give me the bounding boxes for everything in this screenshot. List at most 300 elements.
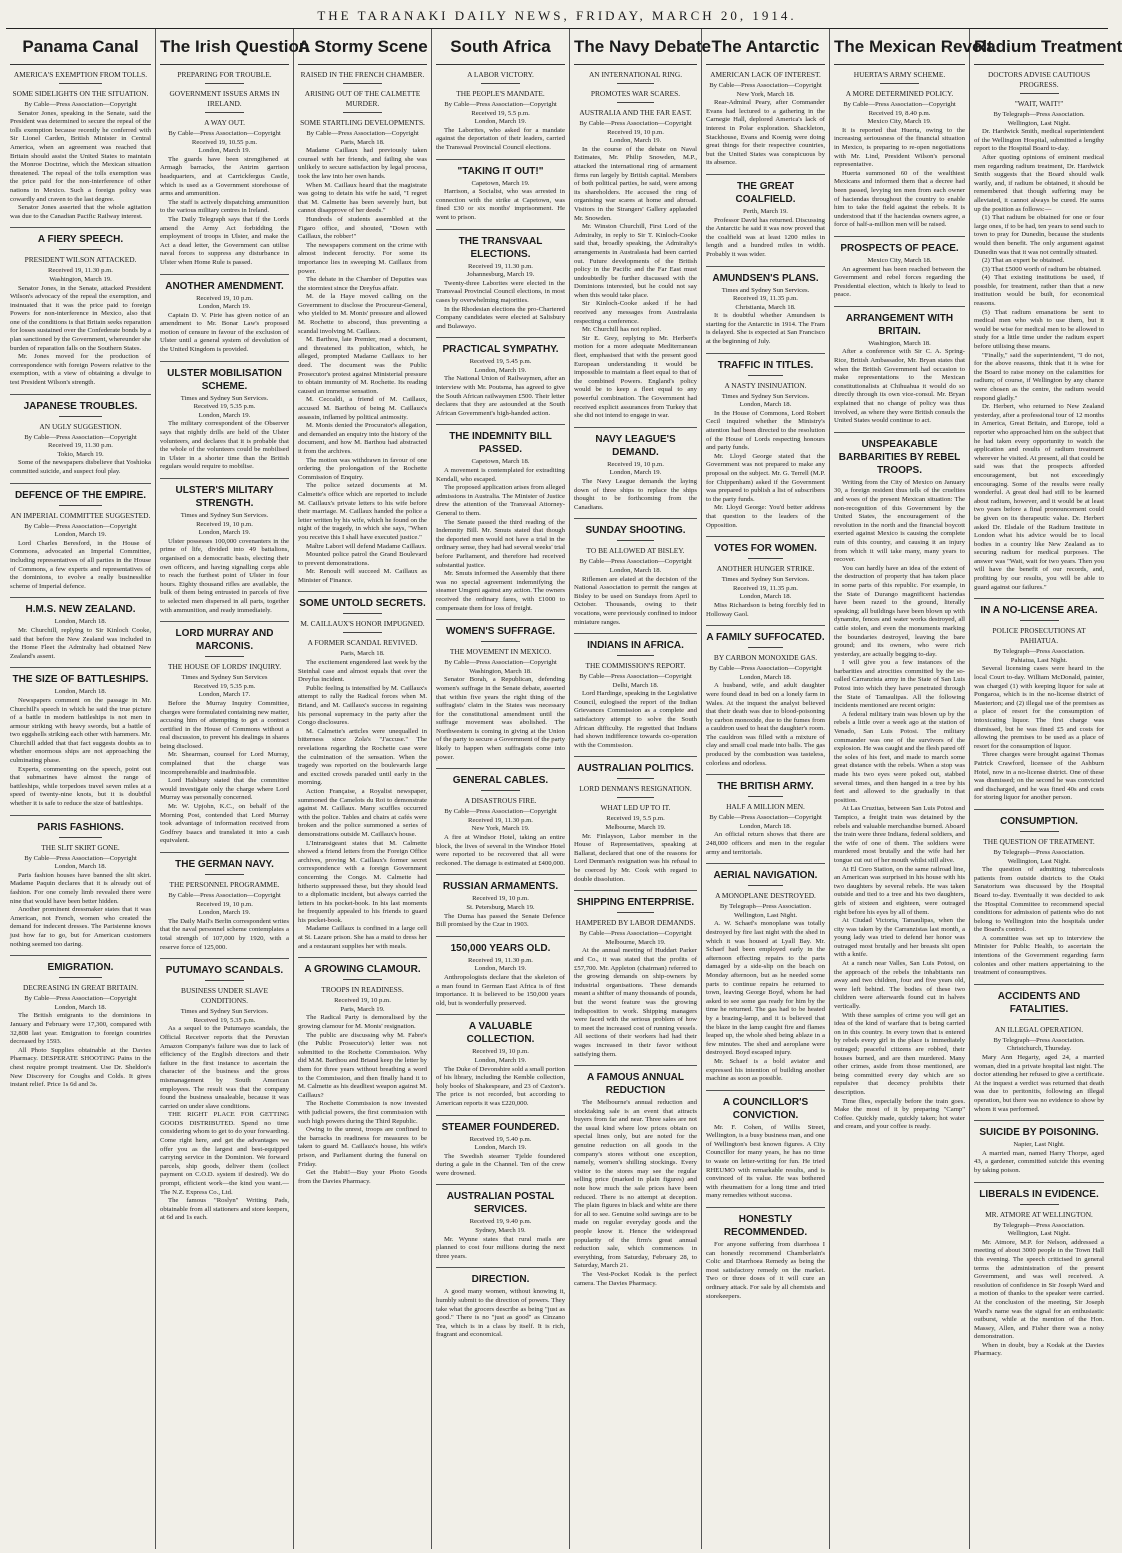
article-subhead: PROSPECTS OF PEACE. <box>834 236 965 255</box>
article <box>10 483 151 592</box>
dateline: By Cable—Press Association—Copyright <box>24 995 137 1003</box>
article-subhead: AUSTRALIAN POSTAL SERVICES. <box>436 1184 565 1216</box>
article <box>10 227 151 387</box>
article-subhead: IN A NO-LICENSE AREA. <box>974 598 1104 617</box>
article-subhead: THE BRITISH ARMY. <box>706 774 825 793</box>
article-paragraph: Huerta summoned 60 of the wealthiest Mexicans and informed them that a decree had been passed, levying ten men from each owner of haciendas throughout the country to enable him to take the field against the rebels. It is understood that if the haciendas owners agree, a force of half-a-million men will be raised. <box>834 169 965 229</box>
dateline: Received 19, 5.40 p.m. <box>469 1135 532 1143</box>
article-paragraph: The guards have been strengthened at Armagh barracks, the Antrim garrison headquarters, and at Carrickfergus Castle, which is used as a Government storehouse of arms and ammunition. <box>160 155 289 198</box>
article-paragraph: A. W. Schaef's monoplane was totally destroyed by fire last night with the shed in which it was housed at Lyall Bay. Mr. Schaef had been employed early in the afternoon effecting repairs to the parts damaged by a side-slip on the beach on Monday afternoon, but as he needed some parts to continue repairs he returned to town, leaving George Boyd, whom he had asked to see some gas ready for him by the time he returned. The gas had to be heated by a brazing-lamp, and it is believed that the blaze in the lamp caught fire and flames leaped up, the whole shed being ablaze in a few minutes. The shed and aeroplane were destroyed. Boyd escaped injury. <box>706 920 825 1057</box>
dateline: By Cable—Press Association—Copyright <box>579 673 692 681</box>
article-subhead: M. CAILLAUX'S HONOR IMPUGNED. <box>300 619 425 629</box>
dateline: By Telegraph—Press Association. <box>719 903 812 911</box>
dateline: London, March 19. <box>198 909 251 917</box>
article-paragraph: When M. Caillaux heard that the magistrate was going to detain his wife he said, "I regret that M. Calmette has been severely hurt, but cannot disapprove of her deeds." <box>298 181 427 215</box>
article-paragraph: At the annual meeting of Huddart Parker and Co., it was stated that the profits of £57,700. Mr. Appleton (chairman) referred to the growing demands on ship-owners by industrial organisations. These demands meant a shifter of many thousands of pounds, but the worst feature was the growing indisposition to work. Shipping managers were faced with the serious problem of how to meet the increased cost of running vessels. All sections of their workers had had their wages increased in their favor without satisfying them. <box>574 947 697 1058</box>
dateline: Received 19, 5.5 p.m. <box>606 815 665 823</box>
article-paragraph: The Navy League demands the laying down of three ships to replace the ships thought to be forthcoming from the Canadians. <box>574 477 697 511</box>
article <box>834 236 965 300</box>
article <box>974 1120 1104 1175</box>
article-paragraph: A good many women, without knowing it, humbly submit to the direction of powers. They take what the grocers describe as being "just as good." There is no "just as good" as Cinzano Tea, which is in a class by itself. It is rich, fragrant and economical. <box>436 1288 565 1339</box>
article-paragraph: At El Coro Station, on the same railroad line, an American was surprised in his house with his two daughters by several rebels. He was taken outside and tied to a tree and his two daughters, girls of sixteen and eighteen, were outraged right before his eyes by all of them. <box>834 865 965 916</box>
dateline: London, March 18. <box>609 566 662 574</box>
article-paragraph: The excitement engendered last week by the Steinhal case and almost equals that over the Dreyfus incident. <box>298 659 427 684</box>
column <box>570 29 711 1549</box>
article-subhead: SOME STARTLING DEVELOPMENTS. <box>300 118 425 127</box>
article-paragraph: As a sequel to the Putumayo scandals, the Official Receiver reports that the Peruvian Amazon Company's failure was due to lack of efficiency of the English directors and their failure in the first instance to ascertain the character of the business and the gross mismanagement by South American employees. The result was that the company found the business unsaleable, because it was carried on under slave conditions. <box>160 1025 289 1110</box>
article <box>160 621 289 846</box>
article-paragraph: A husband, wife, and adult daughter were found dead in bed on a lonely farm in Wales. At the inquest the analyst believed that their death was due to blood-poisoning by carbon monoxide, due to the fumes from a cauldron used to heat the daughter's room. The cauldron was filled with a mixture of clay and small coal made into balls. The gas produced by the combustion was tasteless, colorless and odorless. <box>706 682 825 767</box>
article-subhead: "TAKING IT OUT!" <box>436 159 565 178</box>
article-paragraph: After a conference with Sir C. A. Spring-Rice, British Ambassador, Mr. Bryan states that when the British Government had occasion to make representations to the Mexican constitutionalists at Chihuahua it would do so directly through its own vice-consul. Mr. Bryan explained that no change of policy was thus involved, as where they were British consuls the United States would continue to act. <box>834 348 965 425</box>
divider-rule <box>205 83 244 84</box>
article-subhead: THE PEOPLE'S MANDATE. <box>456 89 545 98</box>
divider-rule <box>880 83 919 84</box>
article-paragraph: At a ranch near Valles, San Luis Potosi, on the approach of the rebels the inhabitants ran away and two children, four and five years old, were left behind. The bodies of these two children were afterwards found cut in halves vertically. <box>834 960 965 1011</box>
divider-rule <box>59 83 101 84</box>
dateline: Melbourne, March 19. <box>605 938 666 946</box>
article-subhead: NAVY LEAGUE'S DEMAND. <box>574 427 697 459</box>
dateline: London, March 19. <box>474 366 527 374</box>
dateline: London, March 19. <box>474 965 527 973</box>
dateline: Paris, March 19. <box>340 1005 385 1013</box>
article-subhead: A MONOPLANE DESTROYED. <box>715 891 816 901</box>
article-paragraph: Ulster possesses 100,000 covenanters in the prime of life, divided into 49 battalions, organised on a democratic basis, electing their own officers, and having signalling corps able to reach the furthest point of Ulster in four hours. Eighty thousand rifles are available, the bulk of them being entrusted in parcels of five to selected men dispersed in all parts, together with ammunition, and ready immediately. <box>160 537 289 614</box>
article-paragraph: Owing to the unrest, troops are confined to the barracks in readiness for measures to be taken to guard M. Caillaux's house, his wife's prison, and Parliament during the funeral on Friday. <box>298 1126 427 1168</box>
article-paragraph: An agreement has been reached between the Government and rebel forces regarding the Presidential election, which is likely to lead to peace. <box>834 265 965 299</box>
dateline: Received 19, 11.30 p.m. <box>468 262 533 270</box>
dateline: Received 19, 11.30 p.m. <box>468 816 533 824</box>
article <box>160 274 289 355</box>
dateline: By Cable—Press Association—Copyright <box>579 558 692 566</box>
divider-rule <box>1020 1204 1059 1205</box>
dateline: Christchurch, Thursday. <box>1006 1045 1072 1053</box>
column-heading: The Irish Question <box>160 33 289 65</box>
dateline: London, March 19. <box>198 303 251 311</box>
article-subhead: RUSSIAN ARMAMENTS. <box>436 874 565 893</box>
article-subhead: AN UGLY SUGGESTION. <box>39 421 122 431</box>
article-paragraph: Mr. F. Cohen, of Willis Street, Wellington, is a busy business man, and one of Wellington's best known figures. A City Councillor for many years, he has no time to waste on letter-writing for fun. He tried RHEUMO with remarkable results, and is convinced of its value. He was bothered with rheumatism for a long time and tried many remedies without success. <box>706 1123 825 1200</box>
article <box>974 70 1104 592</box>
article-paragraph: The police seized documents at M. Calmette's office which are reported to include M. Caillaux's private letters to his wife before their marriage. M. Caillaux handed the police a letter written by his wife, which he found on the night of the tragedy, in which she says, "When you receive this I shall have executed justice." <box>298 482 427 541</box>
article <box>436 337 565 418</box>
dateline: London, March 19. <box>474 1144 527 1152</box>
article-paragraph: Mr. Wynne states that rural mails are planned to cost four millions during the next three years. <box>436 1235 565 1260</box>
article-paragraph: M. Monis denied the Procurator's allegation, and demanded an enquiry into the history of the document, and how M. Barthou had abstracted it from the archives. <box>298 422 427 455</box>
article-paragraph: Newspapers comment on the passage in Mr. Churchill's speech in which he said the true picture of a battle in modern battleships is not men in armour striking with heavy swords, but a battle of two eggshells striking each other with hammers. Mr. Churchill added that that fact suggests doubts as to whether enormous ships are not approaching the culminating phase. <box>10 696 151 765</box>
dateline: By Telegraph—Press Association. <box>993 848 1085 856</box>
article-paragraph: It is doubtful whether Amundsen is starting for the Antarctic in 1914. The Fram is delayed. She is expected at San Francisco at the beginning of July. <box>706 312 825 346</box>
article-paragraph: Anthropologists declare that the skeleton of a man found in German East Africa is of first importance. It is believed to be 150,000 years old, but is wonderfully preserved. <box>436 973 565 1007</box>
article-paragraph: Maître Labori will defend Madame Caillaux. <box>306 542 427 550</box>
divider-rule <box>1020 1019 1059 1020</box>
article-subhead: PARIS FASHIONS. <box>10 815 151 834</box>
article <box>436 936 565 1009</box>
article-paragraph: Twenty-three Laborites were elected in the Transvaal Provincial Council elections, in most cases by overwhelming majorities. <box>436 279 565 304</box>
article-paragraph: The motion was withdrawn in favour of one ordering the prolongation of the Rochette Commission of Enquiry. <box>298 456 427 481</box>
article <box>834 70 965 230</box>
article-paragraph: (2) That an expert be obtained. <box>982 257 1065 265</box>
article-paragraph: The question of admitting tuberculosis patients from outside districts to the Otaki Sanatorium was discussed by the Hospital Board to-day. Eventually it was decided to ask the Hospital Committee to recommend special conditions for admission of patients who do not belong to Wellington into the hospitals under the Board's control. <box>974 866 1104 934</box>
divider-rule <box>617 83 654 84</box>
article-subhead: SOME UNTOLD SECRETS. <box>298 591 427 610</box>
article-paragraph: The proposed application arises from alleged admissions in Australia. The Minister of Justice drew the attention of the Transvaal Attorney-General to them. <box>436 484 565 517</box>
article-subhead: ACCIDENTS AND FATALITIES. <box>974 984 1104 1016</box>
article-paragraph: Mr. Lloyd George: You'd better address that question to the leaders of the Opposition. <box>706 504 825 529</box>
article-paragraph: A fire at Windsor Hotel, taking an entire block, the lives of several in the Windsor Hotel were reported to be recovered that all were reckoned. The damage is estimated at £400,000. <box>436 834 565 867</box>
dateline: Washington, March 18. <box>469 667 532 675</box>
article-paragraph: At Ciudad Victoria, Tamaulipas, when the city was taken by the Carranzistas last month, a young lady was tried to defend her honor was outraged most brutally and her breasts slit open with a knife. <box>834 917 965 959</box>
article <box>10 394 151 477</box>
article-paragraph: Mr. Churchill, replying to Sir Kinloch Cooke, said that before the New Zealand was included in the Home Fleet the Admiralty had obtained New Zealand's assent. <box>10 626 151 660</box>
article-paragraph: Three charges were brought against Thomas Patrick Crawford, licensee of the Ashburn Hotel, now in a no-license district. One of these was dismissed; on the second he was convicted and discharged, and he was fined 40s and costs for storing liquor for another person. <box>974 751 1104 802</box>
article-paragraph: Mr. Atmore, M.P. for Nelson, addressed a meeting of about 3000 people in the Town Hall this evening. The speech criticised in general terms the administration of the present Government, and was well received. A resolution of confidence in Sir Joseph Ward and a motion of thanks to the speaker were carried. At the conclusion of the meeting, Sir Joseph Ward's name was the signal for an enthusiastic outburst, while at the mention of the Hon. Massey, Allen, and Fisher there was a noisy demonstration. <box>974 1238 1104 1341</box>
article-paragraph: Senator Jones, in the Senate, attacked President Wilson's advocacy of the repeal the exemption, and insinuated that it was the price paid to foreign Powers for non-interference in Mexico, also that one of the conditions is that Britain seeks reparation for losses sustained over the Confederate bonds by a plan sanctioned by the Government, whereunder she burden of reparation falls on the Southern States. <box>10 284 151 352</box>
dateline: Paris, March 18. <box>340 138 385 146</box>
article-subhead: THE TRANSVAAL ELECTIONS. <box>436 229 565 261</box>
dateline: By Cable—Press Association—Copyright <box>168 892 281 899</box>
divider-rule <box>748 796 784 797</box>
article-paragraph: Experts, commenting on the speech, point out that submarines have almost the range of battleships, while torpedoes travel seven miles at a speed of twenty-nine knots, but it is doubtful whether it is safe to reduce the size of battleships. <box>10 765 151 808</box>
article <box>574 70 697 421</box>
article-subhead: WOMEN'S SUFFRAGE. <box>436 619 565 638</box>
article-paragraph: I will give you a few instances of the barbarities and atrocities committed by the so-called Carranzista army in the State of San Luis Potosi into which they have penetrated through the State of Tamaulipas. All the following incidents mentioned are recent origin: <box>834 659 965 710</box>
article-subhead: ARISING OUT OF THE CALMETTE MURDER. <box>304 89 421 108</box>
article-paragraph: A committee was set up to interview the Minister for Public Health, to ascertain the intentions of the Government regarding farm colonies and other matters appertaining to the treatment of consumptives. <box>974 934 1104 977</box>
article-paragraph: The military correspondent of the Observer says that nightly drills are held of the Ulster volunteers, and declares that it is probable that the whole of the volunteers could be mobilised in Ulster in a shorter time than the British regulars would require to mobilise. <box>160 420 289 471</box>
dateline: By Cable—Press Association—Copyright <box>444 808 557 816</box>
article-subhead: A MORE DETERMINED POLICY. <box>845 89 954 98</box>
dateline: Wellington, Last Night. <box>1007 1230 1071 1238</box>
article-subhead: GOVERNMENT ISSUES ARMS IN IRELAND. <box>169 89 280 108</box>
article <box>436 619 565 762</box>
article-paragraph: Action Française, a Royalist newspaper, summoned the Camelots du Roi to demonstrate against M. Caillaux. Many scuffles occurred with the police. Tables and chairs at cafés were broken and the police summoned a series of demonstrations outside M. Caillaux's house. <box>298 787 427 838</box>
article-paragraph: The Daily Mail's Berlin correspondent writes that the naval personnel scheme contemplates a total strength of 107,000 by 1920, with a reserve force of 125,000. <box>160 917 289 951</box>
divider-rule <box>748 885 784 886</box>
article-subhead: POLICE PROSECUTIONS AT PAHIATUA. <box>992 626 1086 646</box>
article-subhead: THE MOVEMENT IN MEXICO. <box>449 647 552 657</box>
article <box>706 266 825 347</box>
article <box>436 874 565 929</box>
article <box>574 756 697 884</box>
article-subhead: A NASTY INSINUATION. <box>724 380 807 390</box>
article-paragraph: After quoting opinions of eminent medical men regarding radium treatment, Dr. Hardwick Smith suggests that the Board should walk warily, and, if radium be obtained, it should be remembered that though suffering may be alleviated, it cannot always be cured. He sums up the position as follows:— <box>974 153 1104 213</box>
article-paragraph: The Swedish steamer Tjelde foundered during a gale in the Channel. Ten of the crew were drowned. <box>436 1152 565 1177</box>
article-subhead: LIBERALS IN EVIDENCE. <box>974 1182 1104 1201</box>
article-subhead: BUSINESS UNDER SLAVE CONDITIONS. <box>181 986 268 1006</box>
divider-rule <box>617 797 654 798</box>
dateline: Washington, March 18. <box>868 339 931 347</box>
article-subhead: THE INDEMNITY BILL PASSED. <box>436 424 565 456</box>
dateline: Received 19, 11.30 p.m. <box>468 956 533 964</box>
column-heading: Radium Treatment <box>974 33 1104 65</box>
dateline: London, March 19. <box>198 411 251 419</box>
article-paragraph: The Vest-Pocket Kodak is the perfect camera. The Davies Pharmacy. <box>574 1270 697 1287</box>
dateline: Paris, March 18. <box>340 650 385 658</box>
article-paragraph: M. Barthou, late Premier, read a document, and threatened its publication, which, he alleged, prompted Madame Caillaux to her deed. The document was the Public Prosecutor's protest against Ministerial pressure to obtain immunity of M. Rochette. Its reading caused an immense sensation. <box>298 336 427 395</box>
dateline: London, March 17. <box>198 691 251 699</box>
divider-rule <box>481 83 520 84</box>
dateline: By Cable—Press Association—Copyright <box>843 101 956 108</box>
article-paragraph: The Senate passed the third reading of the Indemnity Bill. Mr. Smuts stated that though the deported men would not have a trial in the ordinary sense, they had had several weeks' trial before Parliament, and therefore had received substantial justice. <box>436 518 565 569</box>
dateline: Received 19, 5.5 p.m. <box>471 109 530 117</box>
article-paragraph: (1) That radium be obtained for one or four large ones, if to be had, ten years to send such to town to pray for Dunedin, because the students would then benefit. The only argument against Dunedin was that it was not centrally situated. <box>974 214 1104 256</box>
dateline: By Cable—Press Association—Copyright <box>24 522 137 530</box>
article-paragraph: Sir Kinloch-Cooke asked if he had received any messages from Australasia respecting a conference. <box>574 300 697 325</box>
dateline: By Cable—Press Association—Copyright <box>306 130 419 137</box>
article-paragraph: Writing from the City of Mexico on January 30, a foreign resident thus tells of the cruelties and woes of the present Mexican situation: The non-recognition of this Government by the United States, the encouragement of the revolution in the north and the financial boycott exerted against Mexico is causing the complete ruin of this country, and causing it an injury from which it will take many, many years to recover. <box>834 478 965 564</box>
article-subhead: THE GERMAN NAVY. <box>160 852 289 871</box>
article-paragraph: The famous "Roslyn" Writing Pads, obtainable from all stationers and store keepers, at 6d and 1s each. <box>160 1197 289 1222</box>
article <box>160 958 289 1223</box>
column-heading: A Stormy Scene <box>298 33 427 65</box>
dateline: Received 19, 10 p.m. <box>334 997 391 1005</box>
article-paragraph: Mounted police patrol the Grand Boulevard to prevent demonstrations. <box>298 551 427 567</box>
column <box>156 29 310 1549</box>
article-subhead: HUERTA'S ARMY SCHEME. <box>853 70 946 79</box>
dateline: By Cable—Press Association—Copyright <box>168 130 281 137</box>
article-subhead: PUTUMAYO SCANDALS. <box>160 958 289 977</box>
dateline: Wellington, Last Night. <box>734 911 797 919</box>
dateline: Mexico City, March 18. <box>867 256 932 264</box>
article-paragraph: Paris fashion houses have banned the slit skirt. Madame Paquin declares that it is already out of fashion. For one comely limb revealed there were nine that would have been better hidden. <box>10 871 151 905</box>
article-paragraph: Lord Charles Beresford, in the House of Commons, advocated an Imperial Committee, including representatives of all parties in the House of Commons, a few experts and representatives of the dominions, to evolve a really businesslike scheme of Imperial defence. <box>10 539 151 590</box>
article-subhead: DECREASING IN GREAT BRITAIN. <box>22 983 139 993</box>
article-paragraph: Rear-Admiral Peary, after Commander Evans had lectured to a gathering in the Carnegie Hall, deplored America's lack of interest in Polar exploration. Shackleton, Stackhouse, Evans and Koenig were doing great things for their respective countries, but the United States was conspicuous by its absence. <box>706 99 825 167</box>
article-paragraph: With these samples of crime you will get an idea of the kind of warfare that is being carried on in this country. In every town that is entered by rebels every girl in the place is immediately outraged; peaceful citizens are robbed, their houses burned, and are then murdered. Many other crimes, aside from those mentioned, are being committed every day which are so repulsive that decency prohibits their description. <box>834 1011 965 1096</box>
divider-rule <box>748 558 784 559</box>
article-subhead: AN ILLEGAL OPERATION. <box>994 1024 1084 1034</box>
column <box>970 29 1122 1549</box>
dateline: By Cable—Press Association—Copyright <box>709 814 822 822</box>
dateline: Received 19, 11.30 p.m. <box>48 442 113 450</box>
article-paragraph: When in doubt, buy a Kodak at the Davies Pharmacy. <box>974 1341 1104 1358</box>
article-subhead: A GROWING CLAMOUR. <box>298 957 427 976</box>
dateline: Johannesburg, March 19. <box>466 271 535 279</box>
article-subhead: THE HOUSE OF LORDS' INQUIRY. <box>167 662 282 672</box>
article-subhead: HAMPERED BY LABOR DEMANDS. <box>575 918 696 928</box>
article <box>974 598 1104 803</box>
article-paragraph: Time flies, especially before the train goes. Make the most of it by preparing "Camp" Coffee. Quickly made, quickly taken; hot water and cream, and your coffee is ready. <box>834 1097 965 1131</box>
article-paragraph: "Finally," said the superintendent, "I do not, for the above reasons, think that it is wise for the Board to raise money on the calamities for radium; of course, if Wellington by any chance were chosen as the centre, the radium would respond gladly." <box>974 351 1104 402</box>
article-paragraph: Mr. Smuts informed the Assembly that there was no special agreement indemnifying the steamer Umgeni against any action. The owners received the ordinary fares, with £1000 to compensate them for loss of freight. <box>436 570 565 612</box>
article-subhead: ANOTHER AMENDMENT. <box>160 274 289 293</box>
article-subhead: LORD DENMAN'S RESIGNATION. <box>579 784 692 794</box>
article-paragraph: Miss Richardson is being forcibly fed in Holloway Gaol. <box>706 601 825 618</box>
article <box>974 809 1104 978</box>
divider-rule <box>205 656 244 657</box>
column <box>702 29 830 1549</box>
dateline: Delhi, March 18. <box>612 681 659 689</box>
dateline: Received 19, 8.40 p.m. <box>868 109 931 117</box>
article-paragraph: A federal military train was blown up by the rebels a little over a week ago at the station of Venado, San Luis Potosi. The military commander was one of the survivors of the explosion. He was caught and the flesh pared off the soles of his feet, and made to march some great distance with the rebels. When a stop was made his two eyes were poked out, stabbed several times, and then hanged in a tree by his feet and allowed to die gradually in that position. <box>834 710 965 804</box>
article <box>574 1065 697 1288</box>
article-paragraph: Riflemen are elated at the decision of the National Association to permit the ranges at Bisley to be used on Sundays from April to October. Thousands, owing to their vocations, were previously confined to indoor miniature ranges. <box>574 575 697 626</box>
article <box>10 815 151 950</box>
dateline: By Cable—Press Association—Copyright <box>579 120 692 127</box>
article-subhead: WHAT LED UP TO IT. <box>600 803 671 813</box>
article-subhead: AUSTRALIA AND THE FAR EAST. <box>579 108 692 117</box>
divider-rule <box>205 980 244 981</box>
divider-rule <box>343 613 382 614</box>
article-paragraph: Sir E. Grey, replying to Mr. Herbert's motion for a more adequate Mediterranean fleet, emphasised that with the present good European understanding it would be impossible to maintain a fleet equal to that of the combined Powers. England's policy would be to keep a fleet equal to any powerful combination. The Government had received explicit assurances from Turkey that she did not intend to engage in war. <box>574 334 697 420</box>
article-paragraph: (3) That £5000 worth of radium be obtained. <box>982 265 1102 273</box>
article-paragraph: THE RIGHT PLACE FOR GETTING GOODS DISTRIBUTED. Spend no time considering whom to get to do your forwarding. Come right here, and get the advantages we offer you as the largest and best-equipped carrying service in the Dominion. We forward parcels, ship goods, deliver them (collect payment on C.O.D. system if desired). We do prompt, efficient work—the kind you want.—The N.Z. Express Co., Ltd. <box>160 1111 289 1196</box>
article-paragraph: An official return shows that there are 248,000 officers and men in the regular army and territorials. <box>706 831 825 856</box>
article-paragraph: Captain D. V. Pirie has given notice of an amendment to Mr. Bonar Law's proposed motion of censure in favour of the exclusion of Ulster until a general system of devolution of the United Kingdom is provided. <box>160 311 289 354</box>
article-subhead: A FORMER SCANDAL REVIVED. <box>307 638 418 648</box>
article <box>10 70 151 221</box>
dateline: Received 19, 10.55 p.m. <box>191 138 258 146</box>
article-paragraph: In the Rhodesian elections the pro-Chartered Company candidates were elected at Salisbury and Bulawayo. <box>436 305 565 330</box>
dateline: Received 19, 10 p.m. <box>196 900 253 908</box>
article-subhead: HALF A MILLION MEN. <box>726 802 805 812</box>
article-subhead: VOTES FOR WOMEN. <box>706 536 825 555</box>
article-subhead: GENERAL CABLES. <box>436 768 565 787</box>
divider-rule <box>1020 93 1059 94</box>
article-paragraph: The Radical Party is demoralised by the growing clamour for M. Monis' resignation. <box>298 1014 427 1031</box>
article-subhead: H.M.S. NEW ZEALAND. <box>10 597 151 616</box>
dateline: Received 19, 11.35 p.m. <box>733 584 798 592</box>
divider-rule <box>343 112 382 113</box>
dateline: London, March 18. <box>54 618 107 626</box>
article <box>706 1090 825 1201</box>
divider-rule <box>59 249 101 250</box>
article <box>436 1184 565 1261</box>
divider-rule <box>617 102 654 103</box>
dateline: London, March 18. <box>739 401 792 409</box>
dateline: London, March 18. <box>54 863 107 871</box>
article-paragraph: Mr. W. Upjohn, K.C., on behalf of the Morning Post, contended that Lord Murray took advantage of information received from Godfrey Isaacs and translated it into a cash equivalent. <box>160 803 289 845</box>
dateline: Times and Sydney Sun Services. <box>721 576 810 584</box>
dateline: Received 19, 10 p.m. <box>472 895 529 903</box>
article-subhead: ARRANGEMENT WITH BRITAIN. <box>834 306 965 338</box>
article-subhead: RAISED IN THE FRENCH CHAMBER. <box>300 70 425 79</box>
dateline: By Telegraph—Press Association. <box>993 1221 1085 1229</box>
dateline: By Telegraph—Press Association. <box>993 648 1085 656</box>
article-paragraph: At Las Cruzitas, between San Luis Potosi and Tampico, a freight train was detained by the rebels and valuable merchandise burned. Aboard the train were three Indians, federal soldiers, and the wife of one of them. The soldiers were murdered most brutally and the wife had her tongue cut out of her mouth whilst still alive. <box>834 805 965 864</box>
article-subhead: A WAY OUT. <box>204 118 245 127</box>
article <box>706 353 825 531</box>
article-paragraph: The Melbourne's annual reduction and stocktaking sale is an event that attracts buyers from far and near. Three sales are not the usual kind where low prices obtain on special lines only, but are noted for the genuine reduction on all goods in the company's stores without one exception, namely, women's shilling stockings. Every visitor to the stores may see the regular selling price (marked in plain figures) and note how much the sale prices have been reduced. There is no attempt at deception. The plain figures in black and white are there for all to see. Genuine solid savings are to be made on regular everyday goods and the people know it. Hence the widespread popularity of the firm's great annual reduction sale, which commences in everything, from Saturday, February 28, to Saturday, March 21. <box>574 1099 697 1270</box>
article-paragraph: Mr. Churchill has not replied. <box>582 326 662 334</box>
dateline: Times and Sydney Sun Services. <box>180 1008 269 1016</box>
article-paragraph: M. Calmette's articles were unequalled in bitterness since Zola's "J'accuse." The revelations regarding the Rochette case were the culmination of the sensation. When the tragedy was reported on the boulevards large and excited crowds paraded until early in the morning. <box>298 727 427 787</box>
article-paragraph: Mr. Winston Churchill, First Lord of the Admiralty, in reply to Sir T. Kinloch-Cooke said that, broadly speaking, the Admiralty's arrangements in Australasia had been carried out. Future developments of the British policy in the Pacific and the Far East must undoubtedly be further discussed with the Dominions interested, but he could not say when this would take place. <box>574 223 697 299</box>
dateline: London, March 18. <box>739 822 792 830</box>
article-subhead: DIRECTION. <box>436 1267 565 1286</box>
dateline: London, March 19. <box>474 1056 527 1064</box>
divider-rule <box>1020 620 1059 621</box>
dateline: Received 19, 11.30 p.m. <box>48 267 113 275</box>
article <box>706 774 825 857</box>
article-paragraph: The National Union of Railwaymen, after an interview with Mr. Poutsma, has agreed to give the South African railwaymen £500. Their letter declares that they are astounded at the South African Government's high-handed action. <box>436 375 565 417</box>
article-paragraph: Senator Borah, a Republican, defending women's suffrage in the Senate debate, asserted that within five years the right thing of the suffragists' claim in the States was necessary for the constitutional amendment until the suffrage movement was abolished. The Northwestern is coming in giving at the Union of the party to secure a Government of the party likely to happen when suffragists come into power. <box>436 676 565 761</box>
article <box>436 1115 565 1179</box>
article <box>160 478 289 615</box>
dateline: By Cable—Press Association—Copyright <box>579 930 692 938</box>
dateline: London, March 19. <box>474 118 527 126</box>
article <box>160 361 289 472</box>
article-subhead: THE GREAT COALFIELD. <box>706 174 825 206</box>
article-subhead: EMIGRATION. <box>10 955 151 974</box>
dateline: Times and Sydney Sun Services. <box>721 286 810 294</box>
dateline: London, March 19. <box>54 531 107 539</box>
article <box>436 424 565 613</box>
article <box>706 1207 825 1301</box>
article-subhead: UNSPEAKABLE BARBARITIES BY REBEL TROOPS. <box>834 432 965 477</box>
article <box>974 1182 1104 1360</box>
dateline: Napier, Last Night. <box>1013 1141 1065 1149</box>
article-subhead: HONESTLY RECOMMENDED. <box>706 1207 825 1239</box>
divider-rule <box>205 874 244 875</box>
article-subhead: INDIANS IN AFRICA. <box>574 633 697 652</box>
dateline: Received 19, 9.40 p.m. <box>469 1218 532 1226</box>
article-subhead: A VALUABLE COLLECTION. <box>436 1014 565 1046</box>
article-paragraph: Mr. Schaef is a bold aviator and expressed his intention of building another machine as soon as possible. <box>706 1057 825 1083</box>
article-subhead: AMERICAN LACK OF INTEREST. <box>710 70 821 79</box>
article-subhead: THE SLIT SKIRT GONE. <box>41 842 120 852</box>
article-subhead: SUICIDE BY POISONING. <box>974 1120 1104 1139</box>
column-heading: The Antarctic <box>706 33 825 65</box>
article <box>574 518 697 627</box>
article-paragraph: Dr. Herbert, who returned to New Zealand yesterday, after a professional tour of 12 months in America, Great Britain, and Europe, told a reporter who approached him on the subject that he had taken every opportunity to watch the application and results of radium treatment wherever he visited. At present, all that could be said was that the prospects afforded encouragement, but not exceedingly encouraging. Some of the results were really wonderful. A great deal had still to be learned about radium, however, and it would be at least two years before a final pronouncement could be given on its therapeutic value. Dr. Herbert asked Dr. Elsdale of the Radium Institute in London what his advice would be to local bodies in a country like New Zealand as to securing radium for medical purposes. The answer was "Wait, wait for two years. Then you will have the benefit of our records, and, profiting by our results, you will be able to guard against our failures." <box>974 403 1104 591</box>
article <box>834 432 965 1132</box>
article <box>834 306 965 426</box>
article <box>436 1014 565 1108</box>
article-paragraph: Hundreds of students assembled at the Figaro office, and shouted, "Down with Caillaux, the robber!" <box>298 215 427 241</box>
article-paragraph: For anyone suffering from diarrhoea I can honestly recommend Chamberlain's Colic and Diarrhoea Remedy as being the most satisfactory remedy on the market. Two or three doses of it will cure an ordinary attack. For sale by all chemists and storekeepers. <box>706 1241 825 1300</box>
divider-rule <box>617 778 654 779</box>
dateline: Received 19, 5.35 p.m. <box>193 682 256 690</box>
divider-rule <box>59 416 101 417</box>
article-subhead: PREPARING FOR TROUBLE. <box>177 70 272 79</box>
dateline: St. Petersburg, March 19. <box>466 904 535 911</box>
article-subhead: BY CARBON MONOXIDE GAS. <box>713 653 818 663</box>
dateline: Received 19, 10 p.m. <box>472 1048 529 1056</box>
divider-rule <box>59 977 101 978</box>
article-paragraph: Mr. Renoult will succeed M. Caillaux as Minister of Finance. <box>298 568 427 584</box>
dateline: By Cable—Press Association—Copyright <box>709 665 822 673</box>
divider-rule <box>205 112 244 113</box>
article-paragraph: The British emigrants to the dominions in January and February were 17,300, compared with 32,808 last year. Emigration to foreign countries decreased by 1593. <box>10 1012 151 1046</box>
article-subhead: ULSTER MOBILISATION SCHEME. <box>160 361 289 393</box>
article <box>974 984 1104 1114</box>
article-paragraph: Senator Jones asserted that the whole agitation was due to the Canadian Pacific Railway interest. <box>10 204 151 220</box>
article-subhead: SOME SIDELIGHTS ON THE SITUATION. <box>12 89 149 98</box>
article <box>574 633 697 750</box>
dateline: Sydney, March 19. <box>475 1227 526 1235</box>
divider-rule <box>617 540 654 541</box>
article-paragraph: Senator Jones, speaking in the Senate, said the President was determined to secure the repeal of the tolls exemption because recently he conferred with Sir Lionel Carden, British Minister in Central America, when an agreement was reached that Britain should assist the United States to maintain the Monroe Doctrine, which the Mexican situation threatened. The repeal of the tolls exemption was the price paid for the non-interference of other nations in Mexico. Such a foreign policy was cowardly and craven to the last degree. <box>10 109 151 203</box>
dateline: Wellington, Last Night. <box>1007 119 1071 127</box>
article-paragraph: Lord Hardinge, speaking in the Legislative Council, eulogised the report of the Indian Grievances Commission as a complete and satisfactory attempt to solve the South African difficulty. He regretted that Indians had shown indifference towards co-operation with the Commission. <box>574 690 697 749</box>
dateline: London, March 19. <box>198 147 251 155</box>
article-paragraph: In the course of the debate on Naval Estimates, Mr. Philip Snowden, M.P., attacked the international ring of armament firms run largely by British capital. Members of both political parties, he said, were among its shareholders. He accused the ring of organising war scares at home and abroad. Visitors in the Strangers' Gallery applauded Mr. Snowden. <box>574 145 697 222</box>
dateline: Washington, March 19. <box>49 275 112 283</box>
column-heading: Panama Canal <box>10 33 151 65</box>
article-subhead: A LABOR VICTORY. <box>467 70 534 79</box>
article-paragraph: Madame Caillaux is confined in a large cell at St. Lazare prison. She has a maid to dress her and a restaurant supplies her with meals. <box>298 925 427 950</box>
divider-rule <box>748 647 784 648</box>
article-paragraph: Professor David has returned. Discussing the Antarctic he said it was now proved that the coalfield was at least 1200 miles in length and a hundred miles in width. Probably it was wider. <box>706 216 825 258</box>
article-paragraph: Another prominent dressmaker states that it was American, not French, women who created the demand for indecent dresses. The Parisienne knows just how far to go, but for American customers nothing seemed too daring. <box>10 906 151 948</box>
article-subhead: LORD MURRAY AND MARCONIS. <box>160 621 289 653</box>
article-subhead: MR. ATMORE AT WELLINGTON. <box>985 1209 1093 1219</box>
article-subhead: ANOTHER HUNGER STRIKE. <box>716 564 815 574</box>
article-paragraph: The public are discussing why M. Fabre's (the Public Prosecutor's) letter was not submitted to the Rochette Commission. Why did M.M. Barthou and Briand keep the letter by them for three years without breathing a word to the Commission, and then finally hand it to M. Calmette as his deadliest weapon against M. Caillaux? <box>298 1031 427 1099</box>
dateline: By Cable—Press Association—Copyright <box>444 659 557 667</box>
